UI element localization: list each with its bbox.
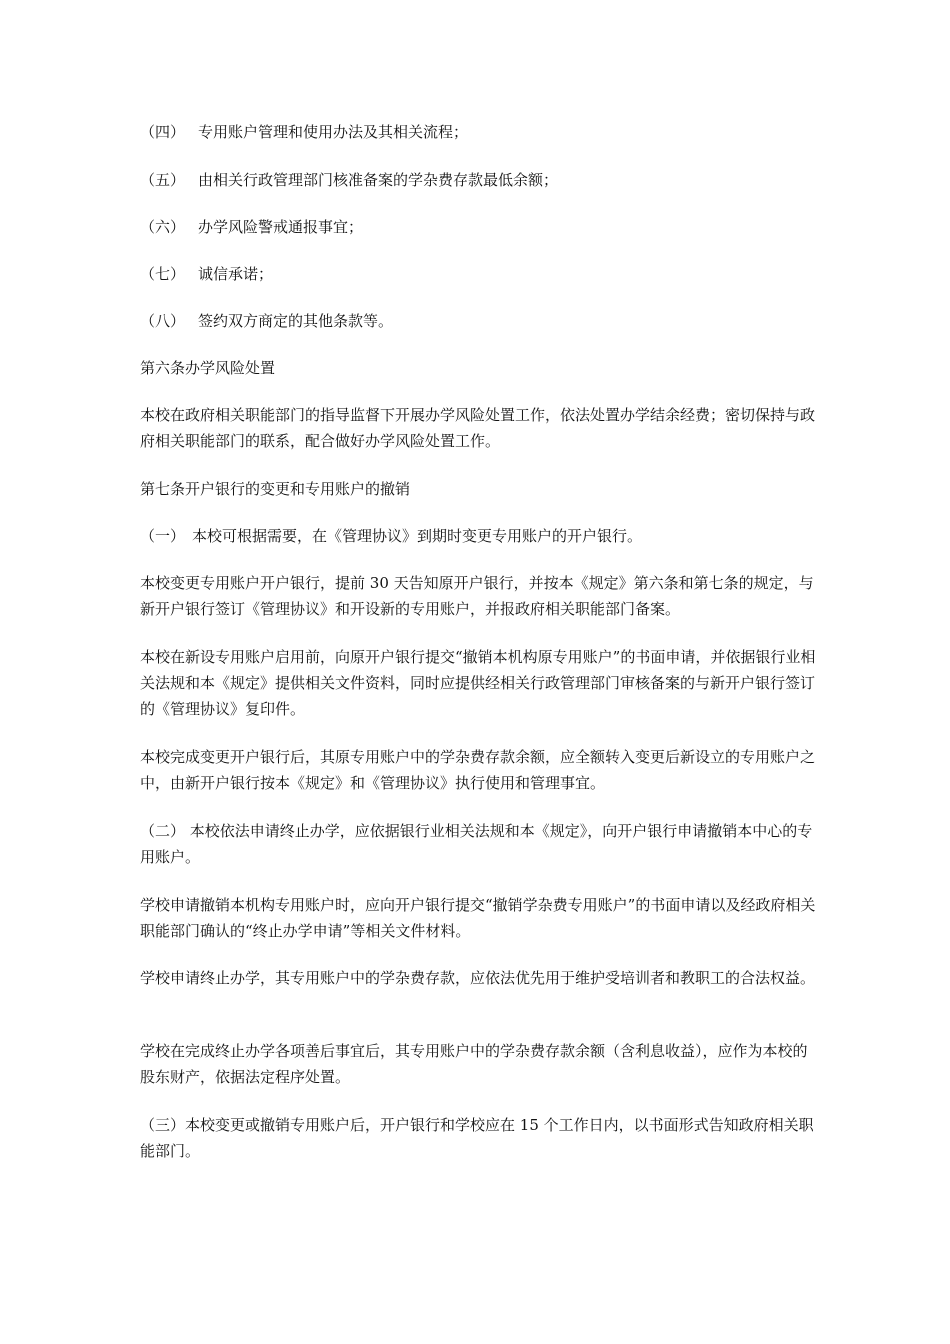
paragraph: 学校申请撤销本机构专用账户时，应向开户银行提交“撤销学杂费专用账户”的书面申请以及经政府相关职能部门确认的“终止办学申请”等相关文件材料。 xyxy=(140,896,816,940)
paragraph: 学校申请终止办学，其专用账户中的学杂费存款，应依法优先用于维护受培训者和教职工的合法权益。 xyxy=(140,969,816,987)
item-text: 由相关行政管理部门核准备案的学杂费存款最低余额； xyxy=(198,171,559,189)
item-text: 办学风险警戒通报事宜； xyxy=(198,218,364,236)
paragraph: 本校在政府相关职能部门的指导监督下开展办学风险处置工作，依法处置办学结余经费；密切保持与政府相关职能部门的联系，配合做好办学风险处置工作。 xyxy=(140,406,816,450)
list-item xyxy=(140,214,816,240)
item-text: 签约双方商定的其他条款等。 xyxy=(198,312,394,330)
item-number: （七） xyxy=(140,265,186,283)
article-6-heading: 第六条办学风险处置 xyxy=(140,359,276,377)
paragraph: 本校变更专用账户开户银行，提前 30 天告知原开户银行，并按本《规定》第六条和第七条的规定，与新开户银行签订《管理协议》和开设新的专用账户，并报政府相关职能部门备案。 xyxy=(140,574,814,618)
list-item xyxy=(140,308,816,334)
paragraph: 学校在完成终止办学各项善后事宜后，其专用账户中的学杂费存款余额（含利息收益），应作为本校的股东财产，依据法定程序处置。 xyxy=(140,1042,808,1086)
item-text: 诚信承诺； xyxy=(198,265,274,283)
paragraph: 本校完成变更开户银行后，其原专用账户中的学杂费存款余额，应全额转入变更后新设立的专用账户之中，由新开户银行按本《规定》和《管理协议》执行使用和管理事宜。 xyxy=(140,748,816,792)
list-item xyxy=(140,119,816,145)
paragraph: 本校在新设专用账户启用前，向原开户银行提交“撤销本机构原专用账户”的书面申请，并依据银行业相关法规和本《规定》提供相关文件资料，同时应提供经相关行政管理部门审核备案的与新开户银行签订的《管理协议》复印件。 xyxy=(140,648,816,718)
item-number: （四） xyxy=(140,123,186,141)
item-number: （六） xyxy=(140,218,186,236)
list-item xyxy=(140,261,816,287)
list-item xyxy=(140,523,816,549)
item-number: （一） xyxy=(140,527,186,545)
item-text: 专用账户管理和使用办法及其相关流程； xyxy=(198,123,469,141)
article-7-heading: 第七条开户银行的变更和专用账户的撤销 xyxy=(140,480,411,498)
paragraph: （二） 本校依法申请终止办学，应依据银行业相关法规和本《规定》，向开户银行申请撤销本中心的专用账户。 xyxy=(140,822,813,866)
paragraph: （三）本校变更或撤销专用账户后，开户银行和学校应在 15 个工作日内，以书面形式告知政府相关职能部门。 xyxy=(140,1116,814,1160)
list-item xyxy=(140,167,816,193)
item-number: （八） xyxy=(140,312,186,330)
item-text: 本校可根据需要，在《管理协议》到期时变更专用账户的开户银行。 xyxy=(192,527,643,545)
item-number: （五） xyxy=(140,171,186,189)
